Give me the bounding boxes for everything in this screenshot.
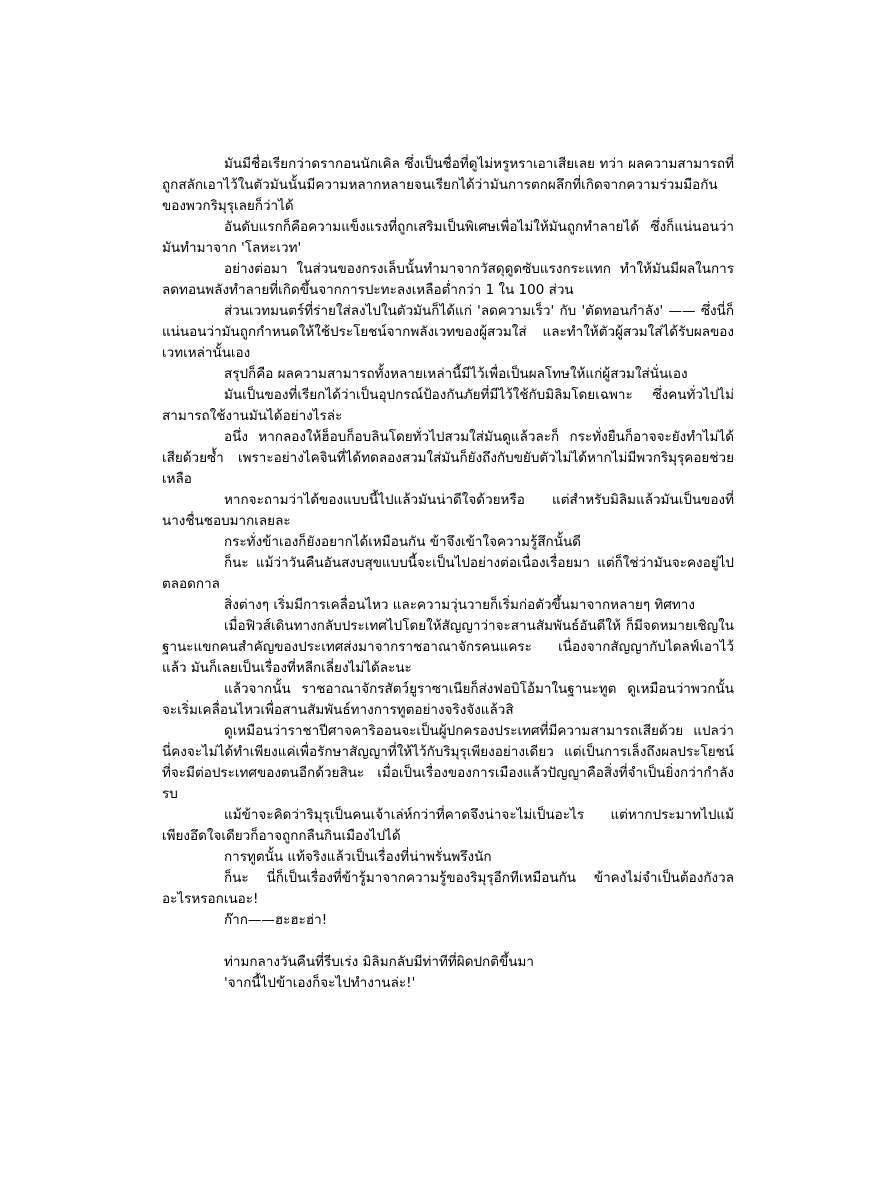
paragraph: แม้ข้าจะคิดว่าริมุรุเป็นคนเจ้าเล่ห์กว่าที่คาดจึงน่าจะไม่เป็นอะไร แต่หากประมาทไปแม้เพียงอึดใจเดียวก็อาจถูกกลืนกินเมืองไปได้: [162, 807, 734, 844]
paragraph: ก๊าก——ฮะฮะฮ่า!: [224, 912, 328, 928]
paragraph: สรุปก็คือ ผลความสามารถทั้งหลายเหล่านี้มีไว้เพื่อเป็นผลโทษให้แก่ผู้สวมใส่นั่นเอง: [224, 366, 688, 382]
paragraph: ก็นะ นี่ก็เป็นเรื่องที่ข้ารู้มาจากความรู้ของริมุรุอีกทีเหมือนกัน ข้าคงไม่จำเป็นต้องกังวลอะไรหรอกเนอะ!: [162, 870, 734, 907]
blank-line: [162, 931, 734, 952]
paragraph: ส่วนเวทมนตร์ที่ร่ายใส่ลงไปในตัวมันก็ได้แก่ 'ลดความเร็ว' กับ 'ตัดทอนกำลัง' —— ซึ่งนี่ก็แน่นอนว่ามันถูกกำหนดให้ใช้ประโยชน์จากพลังเวทของผู้สวมใส่ และทำให้ตัวผู้สวมใส่ได้รับผลของเวทเหล่านั้นเอง: [162, 303, 734, 361]
paragraph: 'จากนี้ไปข้าเองก็จะไปทำงานล่ะ!': [224, 975, 416, 991]
paragraph: สิ่งต่างๆ เริ่มมีการเคลื่อนไหว และความวุ่นวายก็เริ่มก่อตัวขึ้นมาจากหลายๆ ทิศทาง: [224, 597, 695, 613]
paragraph: มันมีชื่อเรียกว่าดรากอนนักเคิล ซึ่งเป็นชื่อที่ดูไม่หรูหราเอาเสียเลย ทว่า ผลความสามารถที่ถูกสลักเอาไว้ในตัวมันนั้นมีความหลากหลายจนเรียกได้ว่ามันการตกผลึกที่เกิดจากความร่วมมือกันของพวกริมุรุเลยก็ว่าได้: [162, 156, 734, 214]
paragraph: ดูเหมือนว่าราชาปีศาจคาริออนจะเป็นผู้ปกครองประเทศที่มีความสามารถเสียด้วย แปลว่านี่คงจะไม่ได้ทำเพียงแค่เพื่อรักษาสัญญาที่ให้ไว้กับริมุรุเพียงอย่างเดียว แต่เป็นการเล็งถึงผลประโยชน์ที่จะมีต่อประเทศของตนอีกด้วยสินะ เมื่อเป็นเรื่องของการเมืองแล้วปัญญาคือสิ่งที่จำเป็นยิ่งกว่ากำลังรบ: [162, 723, 734, 802]
paragraph: ท่ามกลางวันคืนที่รีบเร่ง มิลิมกลับมีท่าทีที่ผิดปกติขึ้นมา: [224, 954, 534, 970]
paragraph: การทูตนั้น แท้จริงแล้วเป็นเรื่องที่น่าพรั่นพรึงนัก: [224, 849, 492, 865]
paragraph: อันดับแรกก็คือความแข็งแรงที่ถูกเสริมเป็นพิเศษเพื่อไม่ให้มันถูกทำลายได้ ซึ่งก็แน่นอนว่ามันทำมาจาก 'โลหะเวท': [162, 219, 734, 256]
paragraph: หากจะถามว่าได้ของแบบนี้ไปแล้วมันน่าดีใจด้วยหรือ แต่สำหรับมิลิมแล้วมันเป็นของที่นางชื่นชอบมากเลยละ: [162, 492, 734, 529]
paragraph: มันเป็นของที่เรียกได้ว่าเป็นอุปกรณ์ป้องกันภัยที่มีไว้ใช้กับมิลิมโดยเฉพาะ ซึ่งคนทั่วไปไม่สามารถใช้งานมันได้อย่างไรล่ะ: [162, 387, 734, 424]
body-text: [162, 154, 734, 994]
paragraph: อนึ่ง หากลองให้ฮ็อบก็อบลินโดยทั่วไปสวมใส่มันดูแล้วละก็ กระทั่งยืนก็อาจจะยังทำไม่ได้เสียด้วยซ้ำ เพราะอย่างไคจินที่ได้ทดลองสวมใส่มันก็ยังถึงกับขยับตัวไม่ได้หากไม่มีพวกริมุรุคอยช่วยเหลือ: [162, 429, 734, 487]
paragraph: อย่างต่อมา ในส่วนของกรงเล็บนั้นทำมาจากวัสดุดูดซับแรงกระแทก ทำให้มันมีผลในการลดทอนพลังทำลายที่เกิดขึ้นจากการปะทะลงเหลือต่ำกว่า 1 ใน 100 ส่วน: [162, 261, 734, 298]
paragraph: ก็นะ แม้ว่าวันคืนอันสงบสุขแบบนี้จะเป็นไปอย่างต่อเนื่องเรื่อยมา แต่ก็ใช่ว่ามันจะคงอยู่ไปตลอดกาล: [162, 555, 734, 592]
paragraph: แล้วจากนั้น ราชอาณาจักรสัตว์ยูราซาเนียก็ส่งฟอบิโอ้มาในฐานะทูต ดูเหมือนว่าพวกนั้นจะเริ่มเคลื่อนไหวเพื่อสานสัมพันธ์ทางการทูตอย่างจริงจังแล้วสิ: [162, 681, 734, 718]
paragraph: เมื่อฟิวส์เดินทางกลับประเทศไปโดยให้สัญญาว่าจะสานสัมพันธ์อันดีให้ ก็มีจดหมายเชิญในฐานะแขกคนสำคัญของประเทศส่งมาจากราชอาณาจักรคนแคระ เนื่องจากสัญญากับไดลฟ์เอาไว้แล้ว มันก็เลยเป็นเรื่องที่หลีกเลี่ยงไม่ได้ละนะ: [162, 618, 734, 676]
paragraph: กระทั่งข้าเองก็ยังอยากได้เหมือนกัน ข้าจึงเข้าใจความรู้สึกนั้นดี: [224, 534, 581, 550]
